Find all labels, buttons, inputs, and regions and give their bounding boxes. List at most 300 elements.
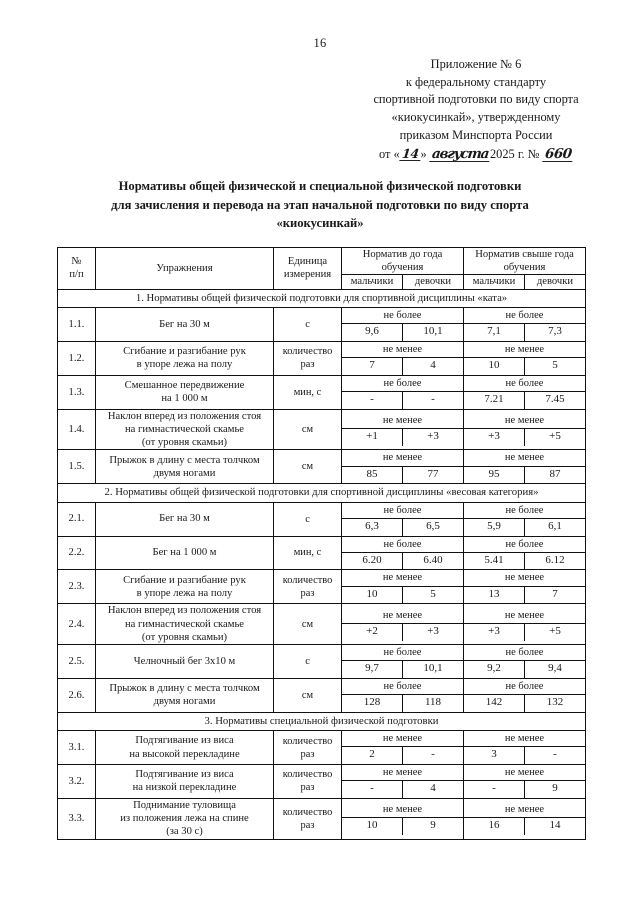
exercise-name bbox=[96, 604, 274, 645]
norm-group-before bbox=[342, 798, 464, 839]
table-row bbox=[58, 570, 586, 604]
approval-line-5: приказом Минспорта России bbox=[399, 127, 553, 142]
norm-value-girls: 6,1 bbox=[548, 519, 562, 532]
norm-limit-row bbox=[342, 450, 463, 466]
norm-group-inner-table bbox=[342, 503, 463, 536]
order-month-handwritten: августа bbox=[431, 145, 489, 162]
order-date-line bbox=[330, 146, 622, 164]
norm-values-row bbox=[342, 518, 463, 535]
unit-line: количество bbox=[282, 735, 333, 747]
norm-value-girls: +3 bbox=[427, 430, 439, 443]
norm-limit-label: не более bbox=[464, 308, 585, 324]
norm-limit-row bbox=[464, 765, 585, 781]
exercise-name-line: на гимнастической скамье bbox=[125, 423, 244, 435]
norm-values-row bbox=[342, 661, 463, 678]
header-no-line2: п/п bbox=[69, 269, 84, 281]
unit-line: мин, с bbox=[293, 547, 322, 559]
norm-values-row bbox=[464, 747, 585, 764]
norm-value-girls: - bbox=[431, 392, 435, 405]
norm-value-boys: 10 bbox=[342, 818, 403, 835]
norm-group-inner-table bbox=[342, 537, 463, 570]
row-index: 2.5. bbox=[58, 644, 96, 678]
norm-values-row bbox=[464, 781, 585, 798]
norm-value-boys: 95 bbox=[464, 466, 525, 483]
norm-value-boys: 142 bbox=[464, 694, 525, 711]
norm-limit-row bbox=[464, 645, 585, 661]
row-index: 3.1. bbox=[58, 731, 96, 765]
unit-of-measure bbox=[274, 308, 342, 342]
unit-of-measure bbox=[274, 536, 342, 570]
order-year: 2025 г. № bbox=[489, 146, 540, 161]
approval-line-4: «киокусинкай», утвержденному bbox=[391, 110, 561, 125]
norm-value-boys: 16 bbox=[464, 818, 525, 835]
norm-values-row bbox=[342, 623, 463, 640]
exercise-name-line: Подтягивание из виса bbox=[135, 735, 234, 747]
norm-values-row bbox=[342, 391, 463, 408]
table-header bbox=[58, 248, 586, 290]
norm-limit-row bbox=[464, 802, 585, 818]
norm-value-girls: 118 bbox=[424, 695, 442, 708]
norm-group-inner-table bbox=[342, 765, 463, 798]
norm-limit-label: не менее bbox=[464, 765, 585, 781]
norm-value-boys: 5.41 bbox=[464, 552, 525, 569]
norm-group-inner-table bbox=[342, 413, 463, 446]
norm-limit-row bbox=[464, 376, 585, 392]
row-index: 1.4. bbox=[58, 409, 96, 450]
norm-group-inner-table bbox=[464, 413, 585, 446]
norm-value-girls: +3 bbox=[427, 624, 439, 637]
unit-line: см bbox=[301, 689, 314, 701]
table-row bbox=[58, 536, 586, 570]
norm-group-inner-table bbox=[342, 308, 463, 341]
exercise-name bbox=[96, 341, 274, 375]
norm-group-after bbox=[464, 536, 586, 570]
norm-value-boys: 7,1 bbox=[464, 324, 525, 341]
norm-value-boys: +3 bbox=[464, 429, 525, 446]
norm-limit-label: не менее bbox=[464, 413, 585, 429]
page-number: 16 bbox=[313, 36, 327, 50]
norm-group-before bbox=[342, 731, 464, 765]
norm-limit-row bbox=[464, 608, 585, 624]
norm-values-row bbox=[464, 623, 585, 640]
exercise-name bbox=[96, 450, 274, 484]
unit-line: см bbox=[301, 618, 314, 630]
norm-value-boys: 10 bbox=[464, 358, 525, 375]
norm-value-girls: 9,4 bbox=[548, 662, 562, 675]
exercise-name-line: на гимнастической скамье bbox=[125, 618, 244, 630]
exercise-name-line: на высокой перекладине bbox=[129, 748, 240, 760]
norm-values-row bbox=[464, 358, 585, 375]
exercise-name-line: (за 30 с) bbox=[166, 826, 203, 838]
norm-limit-row bbox=[464, 342, 585, 358]
norm-limit-label: не менее bbox=[464, 450, 585, 466]
section-caption: 3. Нормативы специальной физической подготовки bbox=[58, 712, 586, 730]
row-index: 2.6. bbox=[58, 678, 96, 712]
norm-value-boys: 6.20 bbox=[342, 552, 403, 569]
norm-values-row bbox=[464, 518, 585, 535]
norm-values-row bbox=[342, 818, 463, 835]
norm-value-girls: 10,1 bbox=[423, 325, 443, 338]
norm-group-inner-table bbox=[342, 645, 463, 678]
norms-table-container bbox=[57, 247, 585, 840]
norm-group-inner-table bbox=[342, 342, 463, 375]
unit-line: раз bbox=[300, 782, 315, 794]
norm-group-before bbox=[342, 764, 464, 798]
unit-of-measure bbox=[274, 450, 342, 484]
norm-group-inner-table bbox=[464, 731, 585, 764]
section-caption: 2. Нормативы общей физической подготовки для спортивной дисциплины «весовая категория» bbox=[58, 484, 586, 502]
title-line-2: для зачисления и перевода на этап начальной подготовки по виду спорта bbox=[111, 197, 529, 212]
row-index: 3.3. bbox=[58, 798, 96, 839]
order-day-handwritten: 14 bbox=[401, 145, 420, 161]
norm-values-row bbox=[464, 466, 585, 483]
norm-limit-label: не более bbox=[342, 503, 463, 519]
norm-value-girls: 132 bbox=[546, 695, 564, 708]
exercise-name-line: Бег на 1 000 м bbox=[152, 547, 217, 559]
exercise-name-line: Наклон вперед из положения стоя bbox=[107, 605, 262, 617]
norm-group-inner-table bbox=[464, 608, 585, 641]
unit-of-measure bbox=[274, 570, 342, 604]
unit-line: раз bbox=[300, 748, 315, 760]
norm-values-row bbox=[342, 324, 463, 341]
norm-group-inner-table bbox=[464, 570, 585, 603]
norm-group-inner-table bbox=[464, 450, 585, 483]
norm-value-girls: +5 bbox=[549, 430, 561, 443]
norm-limit-row bbox=[342, 570, 463, 586]
norm-group-before bbox=[342, 341, 464, 375]
norm-value-girls: 4 bbox=[430, 782, 436, 795]
norm-value-girls: 9 bbox=[430, 819, 436, 832]
norm-group-before bbox=[342, 450, 464, 484]
exercise-name-line: Прыжок в длину с места толчком bbox=[109, 454, 260, 466]
table-section-row bbox=[58, 289, 586, 307]
norm-group-inner-table bbox=[464, 802, 585, 835]
exercise-name bbox=[96, 764, 274, 798]
unit-line: раз bbox=[300, 819, 315, 831]
norm-value-boys: 6,3 bbox=[342, 518, 403, 535]
norm-value-boys: 3 bbox=[464, 747, 525, 764]
header-before-boys: мальчики bbox=[342, 275, 403, 289]
norm-limit-row bbox=[342, 802, 463, 818]
exercise-name-line: (от уровня скамьи) bbox=[141, 437, 228, 449]
norm-value-boys: +2 bbox=[342, 623, 403, 640]
norm-group-after bbox=[464, 678, 586, 712]
header-unit-line1: Единица bbox=[287, 256, 328, 268]
exercise-name-line: Бег на 30 м bbox=[159, 513, 210, 525]
norm-values-row bbox=[464, 324, 585, 341]
exercise-name-line: (от уровня скамьи) bbox=[141, 631, 228, 643]
table-row bbox=[58, 341, 586, 375]
unit-of-measure bbox=[274, 409, 342, 450]
norm-limit-label: не менее bbox=[342, 731, 463, 747]
norm-limit-row bbox=[342, 342, 463, 358]
norm-values-row bbox=[342, 747, 463, 764]
exercise-name bbox=[96, 375, 274, 409]
norm-value-boys: 13 bbox=[464, 586, 525, 603]
table-row bbox=[58, 502, 586, 536]
norm-group-inner-table bbox=[464, 679, 585, 712]
unit-line: количество bbox=[282, 346, 333, 358]
norm-group-inner-table bbox=[464, 537, 585, 570]
unit-of-measure bbox=[274, 502, 342, 536]
table-row bbox=[58, 678, 586, 712]
exercise-name-line: Подтягивание из виса bbox=[135, 769, 234, 781]
norm-value-girls: 7.45 bbox=[545, 392, 565, 405]
norm-group-inner-table bbox=[464, 376, 585, 409]
norm-group-inner-table bbox=[342, 570, 463, 603]
norm-group-after bbox=[464, 308, 586, 342]
unit-line: мин, с bbox=[293, 386, 322, 398]
norm-value-girls: 6.12 bbox=[545, 553, 565, 566]
header-group-after-line2: обучения bbox=[503, 262, 546, 274]
norm-values-row bbox=[464, 818, 585, 835]
exercise-name-line: Поднимание туловища bbox=[133, 799, 236, 811]
norm-value-boys: 128 bbox=[342, 694, 403, 711]
norm-values-row bbox=[342, 552, 463, 569]
norm-values-row bbox=[464, 694, 585, 711]
table-row bbox=[58, 308, 586, 342]
norm-limit-row bbox=[342, 731, 463, 747]
unit-line: см bbox=[301, 461, 314, 473]
row-index: 1.2. bbox=[58, 341, 96, 375]
norm-value-girls: - bbox=[553, 748, 557, 761]
table-row bbox=[58, 644, 586, 678]
norm-group-before bbox=[342, 570, 464, 604]
norm-group-after bbox=[464, 764, 586, 798]
row-index: 1.1. bbox=[58, 308, 96, 342]
norm-group-before bbox=[342, 375, 464, 409]
norm-limit-label: не более bbox=[342, 376, 463, 392]
norm-value-girls: 9 bbox=[552, 782, 558, 795]
norm-value-boys: 7 bbox=[342, 358, 403, 375]
norm-limit-label: не более bbox=[342, 537, 463, 553]
norm-limit-row bbox=[342, 608, 463, 624]
title-line-1: Нормативы общей физической и специальной физической подготовки bbox=[118, 179, 522, 193]
norm-values-row bbox=[464, 661, 585, 678]
norm-values-row bbox=[342, 429, 463, 446]
header-before-girls: девочки bbox=[403, 275, 464, 289]
norm-limit-row bbox=[464, 450, 585, 466]
norm-value-girls: 87 bbox=[549, 467, 561, 480]
norm-group-inner-table bbox=[342, 679, 463, 712]
norm-limit-label: не менее bbox=[342, 570, 463, 586]
norm-value-girls: 4 bbox=[430, 359, 436, 372]
table-row bbox=[58, 604, 586, 645]
norm-value-girls: 7 bbox=[552, 587, 558, 600]
header-group-after-line1: Норматив свыше года bbox=[475, 249, 574, 260]
norm-group-inner-table bbox=[464, 765, 585, 798]
norms-table bbox=[57, 247, 586, 840]
header-exercise: Упражнения bbox=[96, 248, 274, 290]
table-row bbox=[58, 731, 586, 765]
norm-limit-label: не менее bbox=[464, 802, 585, 818]
header-after-girls: девочки bbox=[525, 275, 586, 289]
norm-limit-label: не менее bbox=[342, 413, 463, 429]
norm-group-inner-table bbox=[342, 731, 463, 764]
norm-limit-row bbox=[342, 308, 463, 324]
norm-limit-row bbox=[464, 679, 585, 695]
header-group-after bbox=[464, 248, 586, 275]
header-group-before-line1: Норматив до года bbox=[362, 249, 443, 260]
approval-line-3: спортивной подготовки по виду спорта bbox=[373, 92, 579, 107]
norm-group-inner-table bbox=[342, 450, 463, 483]
unit-line: раз bbox=[300, 587, 315, 599]
order-number-handwritten: 660 bbox=[543, 145, 572, 162]
norm-value-boys: 9,2 bbox=[464, 661, 525, 678]
table-row bbox=[58, 764, 586, 798]
row-index: 2.2. bbox=[58, 536, 96, 570]
header-group-before bbox=[342, 248, 464, 275]
norm-group-inner-table bbox=[464, 308, 585, 341]
norm-value-boys: 7.21 bbox=[464, 391, 525, 408]
exercise-name-line: Челночный бег 3х10 м bbox=[133, 655, 236, 667]
header-unit-line2: измерения bbox=[283, 269, 332, 281]
header-no bbox=[58, 248, 96, 290]
norm-group-after bbox=[464, 341, 586, 375]
table-section-row bbox=[58, 484, 586, 502]
norm-limit-label: не более bbox=[464, 376, 585, 392]
unit-line: количество bbox=[282, 769, 333, 781]
unit-of-measure bbox=[274, 341, 342, 375]
norm-limit-label: не менее bbox=[342, 765, 463, 781]
unit-of-measure bbox=[274, 678, 342, 712]
norm-value-boys: 5,9 bbox=[464, 518, 525, 535]
exercise-name-line: на 1 000 м bbox=[161, 393, 208, 405]
norm-values-row bbox=[342, 694, 463, 711]
norm-values-row bbox=[342, 466, 463, 483]
norm-group-before bbox=[342, 409, 464, 450]
exercise-name-line: Наклон вперед из положения стоя bbox=[107, 410, 262, 422]
exercise-name-line: Сгибание и разгибание рук bbox=[123, 574, 246, 586]
section-caption: 1. Нормативы общей физической подготовки для спортивной дисциплины «ката» bbox=[58, 289, 586, 307]
exercise-name bbox=[96, 409, 274, 450]
norm-limit-row bbox=[342, 765, 463, 781]
header-unit bbox=[274, 248, 342, 290]
exercise-name-line: Сгибание и разгибание рук bbox=[123, 346, 246, 358]
norm-limit-label: не менее bbox=[464, 342, 585, 358]
norm-values-row bbox=[464, 429, 585, 446]
norm-value-boys: 9,7 bbox=[342, 661, 403, 678]
norm-limit-row bbox=[342, 679, 463, 695]
row-index: 2.4. bbox=[58, 604, 96, 645]
table-row bbox=[58, 409, 586, 450]
unit-line: с bbox=[305, 513, 310, 525]
norm-values-row bbox=[342, 358, 463, 375]
norm-group-after bbox=[464, 570, 586, 604]
norm-limit-label: не более bbox=[342, 308, 463, 324]
norm-value-girls: 6.40 bbox=[423, 553, 443, 566]
unit-of-measure bbox=[274, 644, 342, 678]
norm-group-after bbox=[464, 731, 586, 765]
table-body bbox=[58, 289, 586, 839]
norm-group-after bbox=[464, 502, 586, 536]
norm-value-girls: 5 bbox=[430, 587, 436, 600]
norm-group-after bbox=[464, 375, 586, 409]
norm-group-inner-table bbox=[342, 802, 463, 835]
norm-group-after bbox=[464, 604, 586, 645]
norm-limit-row bbox=[464, 413, 585, 429]
norm-value-girls: 7,3 bbox=[548, 325, 562, 338]
norm-limit-label: не менее bbox=[464, 608, 585, 624]
norm-limit-row bbox=[342, 645, 463, 661]
exercise-name-line: двумя ногами bbox=[153, 467, 216, 479]
exercise-name bbox=[96, 502, 274, 536]
norm-group-inner-table bbox=[464, 645, 585, 678]
norm-group-before bbox=[342, 604, 464, 645]
norm-value-boys: - bbox=[464, 781, 525, 798]
exercise-name-line: в упоре лежа на полу bbox=[136, 359, 233, 371]
norm-values-row bbox=[342, 586, 463, 603]
approval-line-1: Приложение № 6 bbox=[430, 57, 522, 71]
norm-group-inner-table bbox=[464, 503, 585, 536]
row-index: 3.2. bbox=[58, 764, 96, 798]
norm-limit-label: не более bbox=[342, 645, 463, 661]
norm-value-girls: 14 bbox=[549, 819, 561, 832]
norm-limit-row bbox=[342, 503, 463, 519]
norm-value-girls: 77 bbox=[427, 467, 439, 480]
norm-limit-row bbox=[342, 537, 463, 553]
unit-of-measure bbox=[274, 375, 342, 409]
norm-group-before bbox=[342, 308, 464, 342]
norm-values-row bbox=[464, 552, 585, 569]
norm-value-boys: 2 bbox=[342, 747, 403, 764]
norm-values-row bbox=[464, 391, 585, 408]
norm-limit-label: не менее bbox=[464, 731, 585, 747]
unit-line: раз bbox=[300, 359, 315, 371]
row-index: 1.3. bbox=[58, 375, 96, 409]
exercise-name-line: Прыжок в длину с места толчком bbox=[109, 683, 260, 695]
norm-group-inner-table bbox=[342, 608, 463, 641]
norm-limit-label: не менее bbox=[342, 608, 463, 624]
header-after-boys: мальчики bbox=[464, 275, 525, 289]
exercise-name bbox=[96, 731, 274, 765]
norm-limit-label: не менее bbox=[342, 802, 463, 818]
unit-of-measure bbox=[274, 798, 342, 839]
norm-group-after bbox=[464, 450, 586, 484]
norm-group-after bbox=[464, 798, 586, 839]
table-row bbox=[58, 450, 586, 484]
unit-line: количество bbox=[282, 806, 333, 818]
norm-value-girls: 5 bbox=[552, 359, 558, 372]
unit-line: с bbox=[305, 655, 310, 667]
table-row bbox=[58, 375, 586, 409]
exercise-name-line: Смешанное передвижение bbox=[124, 380, 245, 392]
row-index: 1.5. bbox=[58, 450, 96, 484]
norm-value-boys: +1 bbox=[342, 429, 403, 446]
approval-line-2: к федеральному стандарту bbox=[405, 74, 547, 89]
header-group-before-line2: обучения bbox=[381, 262, 424, 274]
exercise-name-line: двумя ногами bbox=[153, 696, 216, 708]
order-after-day: » bbox=[420, 146, 427, 161]
norm-limit-label: не более bbox=[464, 679, 585, 695]
norm-value-boys: +3 bbox=[464, 623, 525, 640]
exercise-name bbox=[96, 570, 274, 604]
approval-block bbox=[330, 56, 622, 163]
unit-of-measure bbox=[274, 604, 342, 645]
unit-line: с bbox=[305, 319, 310, 331]
norm-limit-label: не менее bbox=[342, 342, 463, 358]
norm-value-boys: - bbox=[342, 391, 403, 408]
norm-group-after bbox=[464, 644, 586, 678]
order-prefix: от « bbox=[378, 146, 400, 161]
norm-limit-label: не более bbox=[464, 645, 585, 661]
norm-group-before bbox=[342, 644, 464, 678]
norm-limit-label: не более bbox=[464, 503, 585, 519]
table-row bbox=[58, 798, 586, 839]
norm-limit-row bbox=[464, 537, 585, 553]
norm-group-inner-table bbox=[342, 376, 463, 409]
unit-of-measure bbox=[274, 731, 342, 765]
